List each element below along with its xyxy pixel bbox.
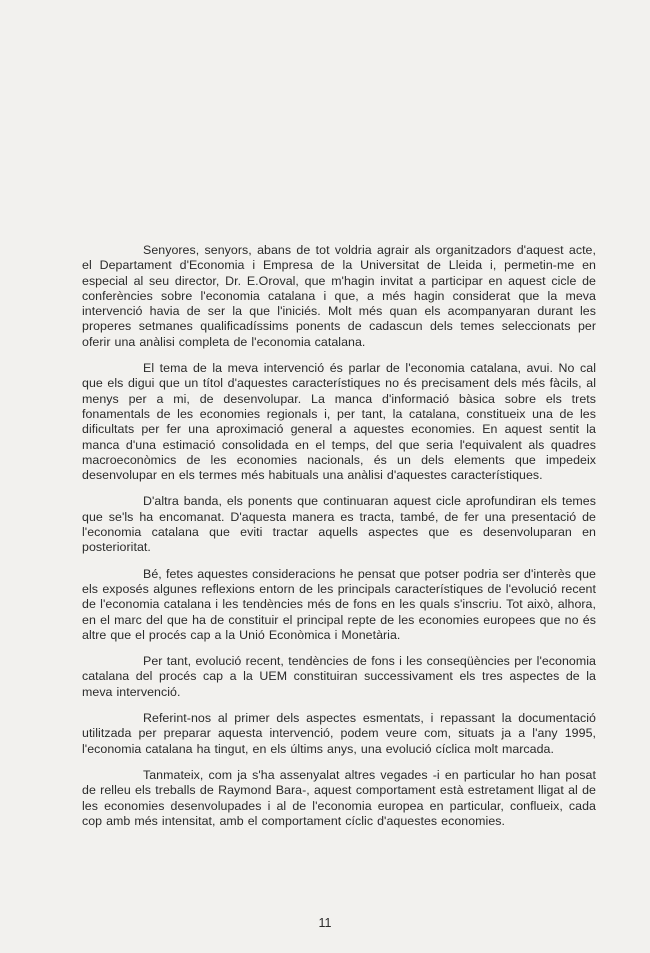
paragraph-3: D'altra banda, els ponents que continuaran aquest cicle aprofundiran els temes que se'ls ha encomanat. D'aquesta manera es tracta, també, de fer una presentació de l'economia catalana que eviti tractar aquells aspectes que es desenvoluparan en posterioritat. xyxy=(82,494,596,555)
paragraph-1: Senyores, senyors, abans de tot voldria agrair als organitzadors d'aquest acte, el Departament d'Economia i Empresa de la Universitat de Lleida i, permetin-me en especial al seu director, Dr. E.Oroval, que m'hagin invitat a participar en aquest cicle de conferències sobre l'economia catalana i que, a més hagin considerat que la meva intervenció havia de ser la que l'iniciés. Molt més quan els acompanyaran durant les properes setmanes qualificadíssims ponents de cadascun dels temes seleccionats per oferir una anàlisi completa de l'economia catalana. xyxy=(82,243,596,349)
paragraph-2: El tema de la meva intervenció és parlar de l'economia catalana, avui. No cal que els digui que un títol d'aquestes característiques no és precisament dels més fàcils, al menys per a mi, de desenvolupar. La manca d'informació bàsica sobre els trets fonamentals de les economies regionals i, per tant, la catalana, constitueix una de les dificultats per fer una aproximació general a aquestes economies. En aquest sentit la manca d'una estimació consolidada en el temps, del que seria l'equivalent als quadres macroeconòmics de les economies nacionals, és un dels elements que impedeix desenvolupar en els termes més habituals una anàlisi d'aquestes característiques. xyxy=(82,361,596,483)
page-number: 11 xyxy=(318,916,332,930)
paragraph-5: Per tant, evolució recent, tendències de fons i les conseqüències per l'economia catalana del procés cap a la UEM constituiran successivament els tres aspectes de la meva intervenció. xyxy=(82,654,596,699)
paragraph-6: Referint-nos al primer dels aspectes esmentats, i repassant la documentació utilitzada per preparar aquesta intervenció, podem veure com, situats ja a l'any 1995, l'economia catalana ha tingut, en els últims anys, una evolució cíclica molt marcada. xyxy=(82,711,596,756)
paragraph-4: Bé, fetes aquestes consideracions he pensat que potser podria ser d'interès que els exposés algunes reflexions entorn de les principals característiques de l'evolució recent de l'economia catalana i les tendències més de fons en les quals s'inscriu. Tot això, alhora, en el marc del que ha de constituir el principal repte de les economies europees que no és altre que el procés cap a la Unió Econòmica i Monetària. xyxy=(82,566,596,642)
page-body xyxy=(82,243,596,840)
paragraph-7: Tanmateix, com ja s'ha assenyalat altres vegades -i en particular ho han posat de relleu els treballs de Raymond Bara-, aquest comportament està estretament lligat al de les economies desenvolupades i al de l'economia europea en particular, conflueix, cada cop amb més intensitat, amb el comportament cíclic d'aquestes economies. xyxy=(82,767,596,828)
